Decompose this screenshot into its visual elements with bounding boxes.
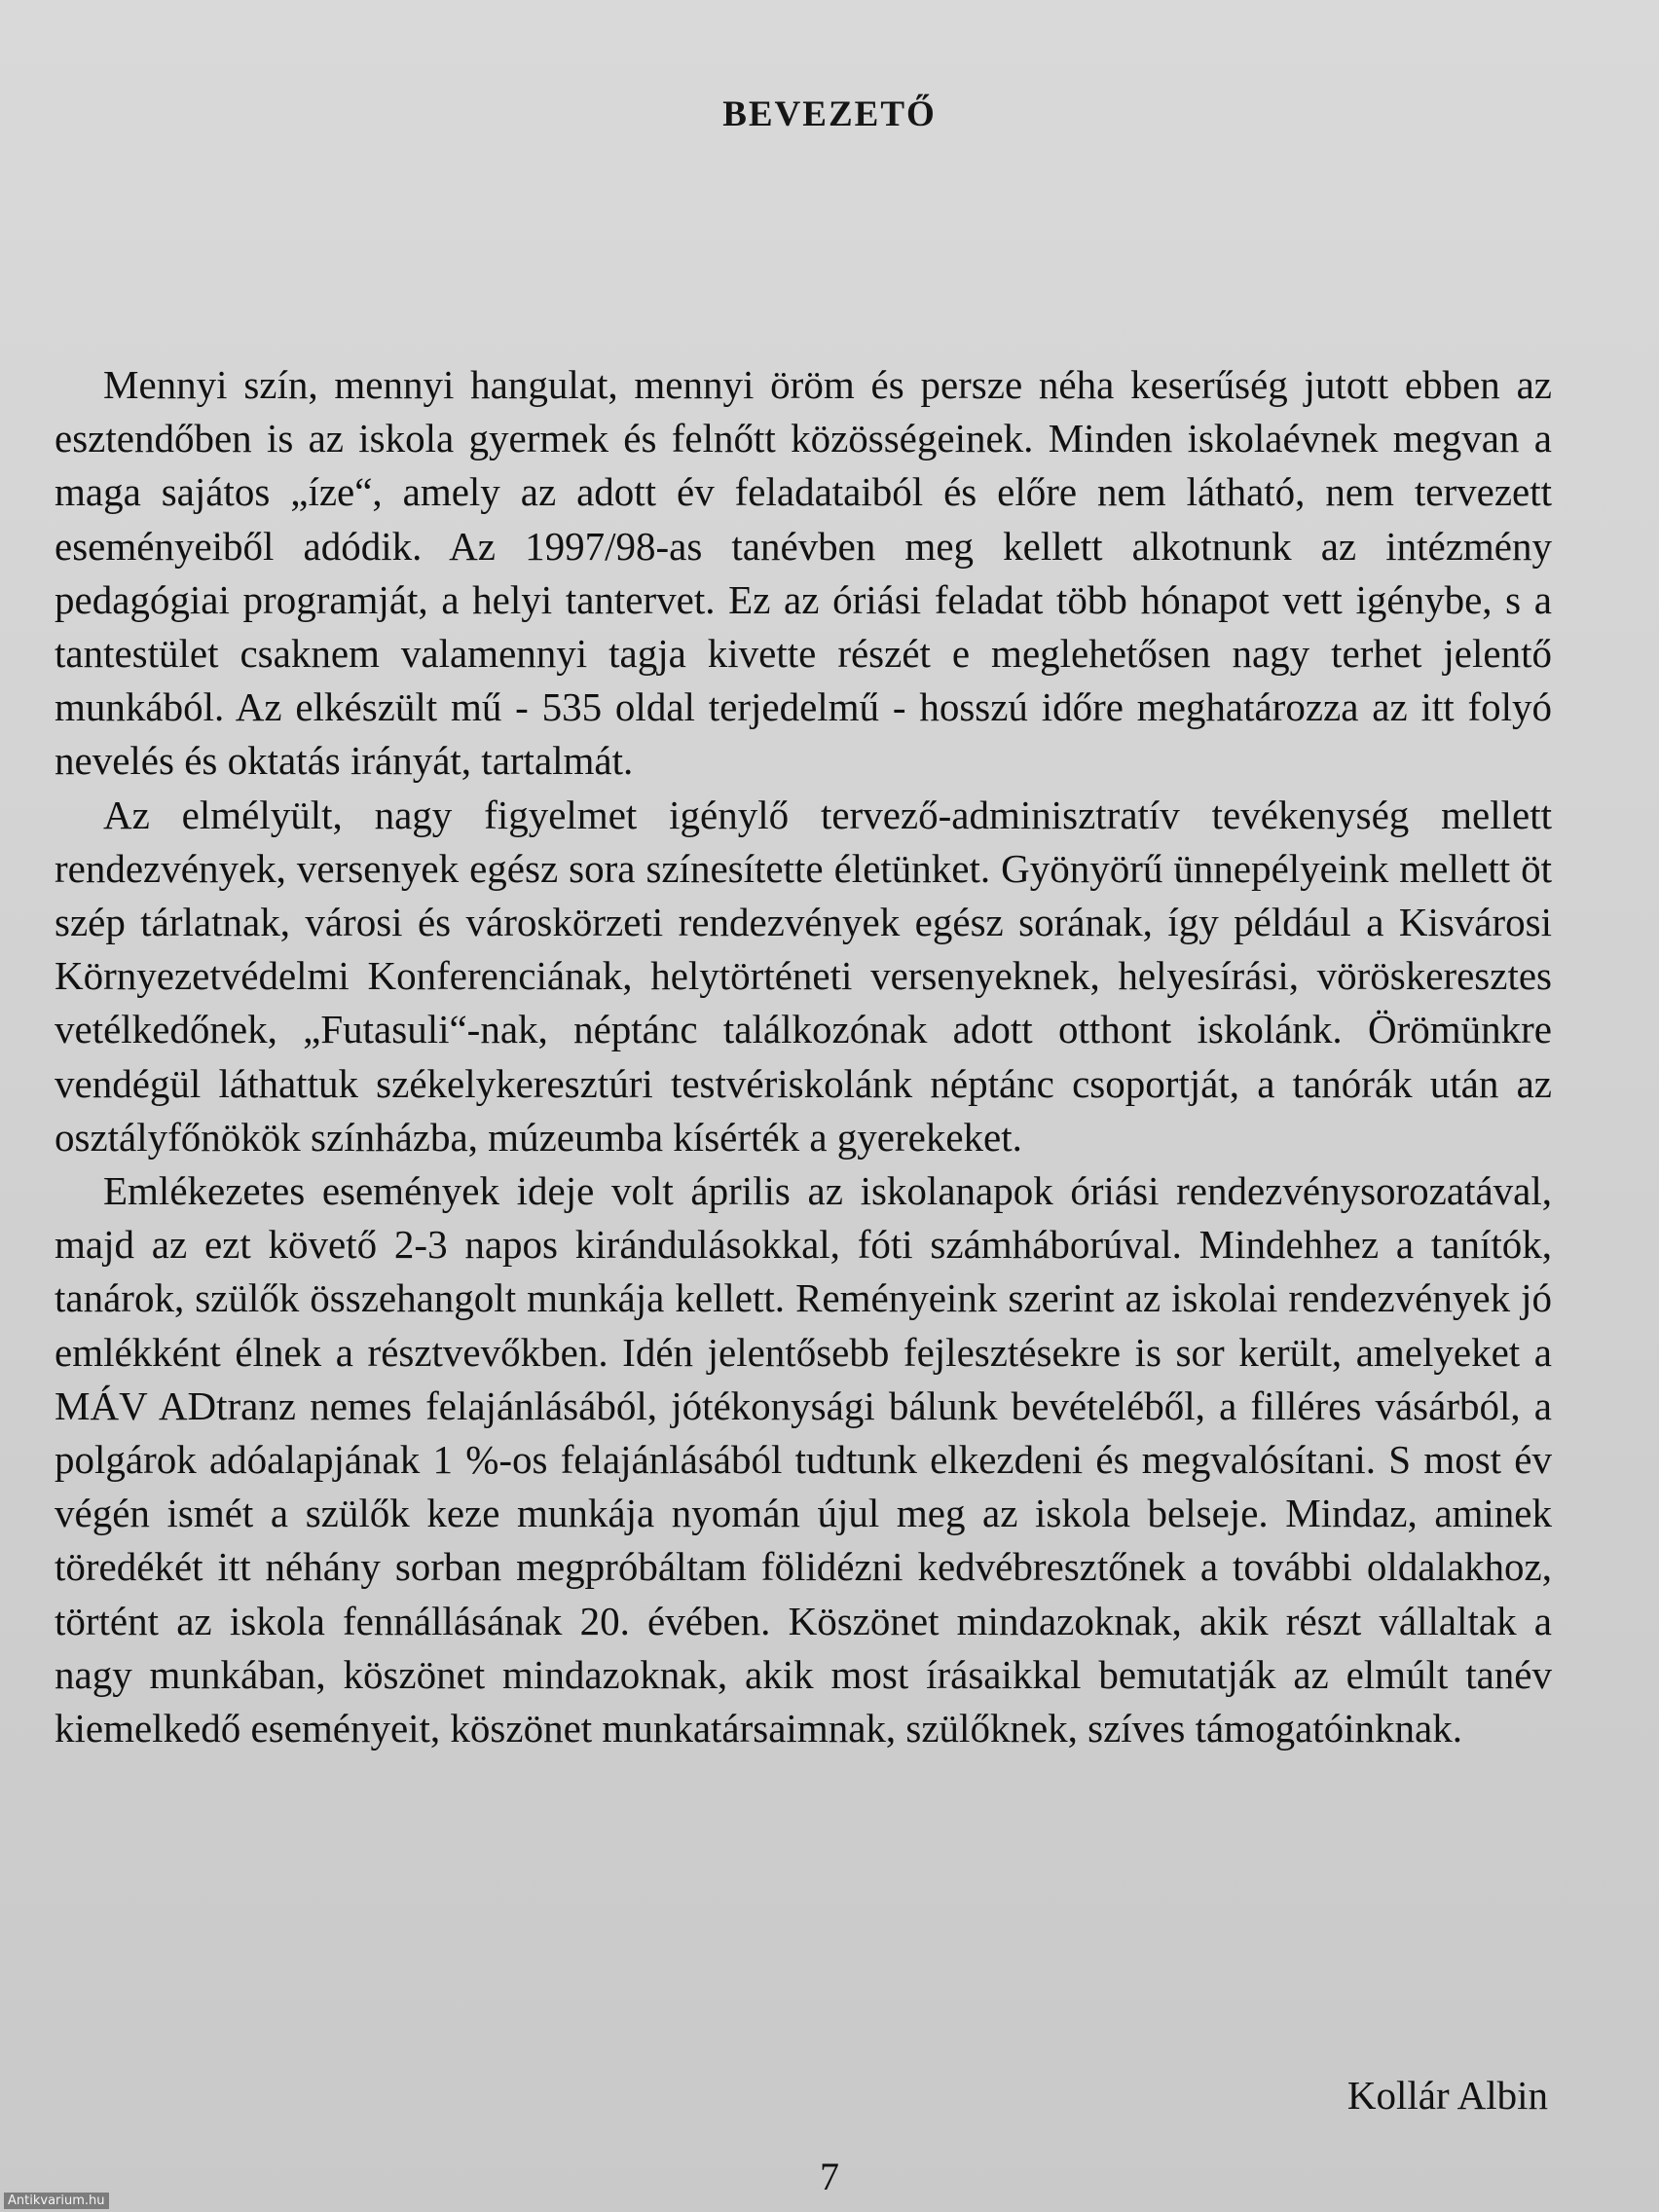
paragraph-3: Emlékezetes események ideje volt április az iskolanapok óriási rendezvénysorozatával, majd az ezt követő 2-3 napos kirándulásokkal, fóti számháborúval. Mindehhez a tanítók, tanárok, szülők összehangolt munkája kellett. Reményeink szerint az iskolai rendezvények jó emlékként élnek a résztvevőkben. Idén jelentősebb fejlesztésekre is sor került, amelyeket a MÁV ADtranz nemes felajánlásából, jótékonysági bálunk bevételéből, a filléres vásárból, a polgárok adóalapjának 1 %-os felajánlásából tudtunk elkezdeni és megvalósítani. S most év végén ismét a szülők keze munkája nyomán újul meg az iskola belseje. Mindaz, aminek töredékét itt néhány sorban megpróbáltam fölidézni kedvébresztőnek a további oldalakhoz, történt az iskola fennállásának 20. évében. Köszönet mindazoknak, akik részt vállaltak a nagy munkában, köszönet mindazoknak, akik most írásaikkal bemutatják az elmúlt tanév kiemelkedő eseményeit, köszönet munkatársaimnak, szülőknek, szíves támogatóinknak. (55, 1168, 1552, 1751)
page-title: BEVEZETŐ (722, 94, 937, 134)
paragraph-2: Az elmélyült, nagy figyelmet igénylő tervező-adminisztratív tevékenység mellett rendezvények, versenyek egész sora színesítette életünket. Gyönyörű ünnepélyeink mellett öt szép tárlatnak, városi és városkörzeti rendezvények egész sorának, így például a Kisvárosi Környezetvédelmi Konferenciának, helytörténeti versenyeknek, helyesírási, vöröskeresztes vetélkedőnek, „Futasuli“-nak, néptánc találkozónak adott otthont iskolánk. Örömünkre vendégül láthattuk székelykeresztúri testvériskolánk néptánc csoportját, a tanórák után az osztályfőnökök színházba, múzeumba kísérték a gyerekeket. (55, 792, 1552, 1160)
site-watermark: Antikvarium.hu (4, 2193, 109, 2209)
body-text (55, 358, 1552, 1755)
paragraph-1: Mennyi szín, mennyi hangulat, mennyi öröm és persze néha keserűség jutott ebben az esztendőben is az iskola gyermek és felnőtt közösségeinek. Minden iskolaévnek megvan a maga sajátos „íze“, amely az adott év feladataiból és előre nem látható, nem tervezett eseményeiből adódik. Az 1997/98-as tanévben meg kellett alkotnunk az intézmény pedagógiai programját, a helyi tantervet. Ez az óriási feladat több hónapot vett igénybe, s a tantestület csaknem valamennyi tagja kivette részét e meglehetősen nagy terhet jelentő munkából. Az elkészült mű - 535 oldal terjedelmű - hosszú időre meghatározza az itt folyó nevelés és oktatás irányát, tartalmát. (55, 362, 1552, 784)
page-number: 7 (820, 2155, 839, 2198)
author-signature: Kollár Albin (1346, 2073, 1548, 2118)
